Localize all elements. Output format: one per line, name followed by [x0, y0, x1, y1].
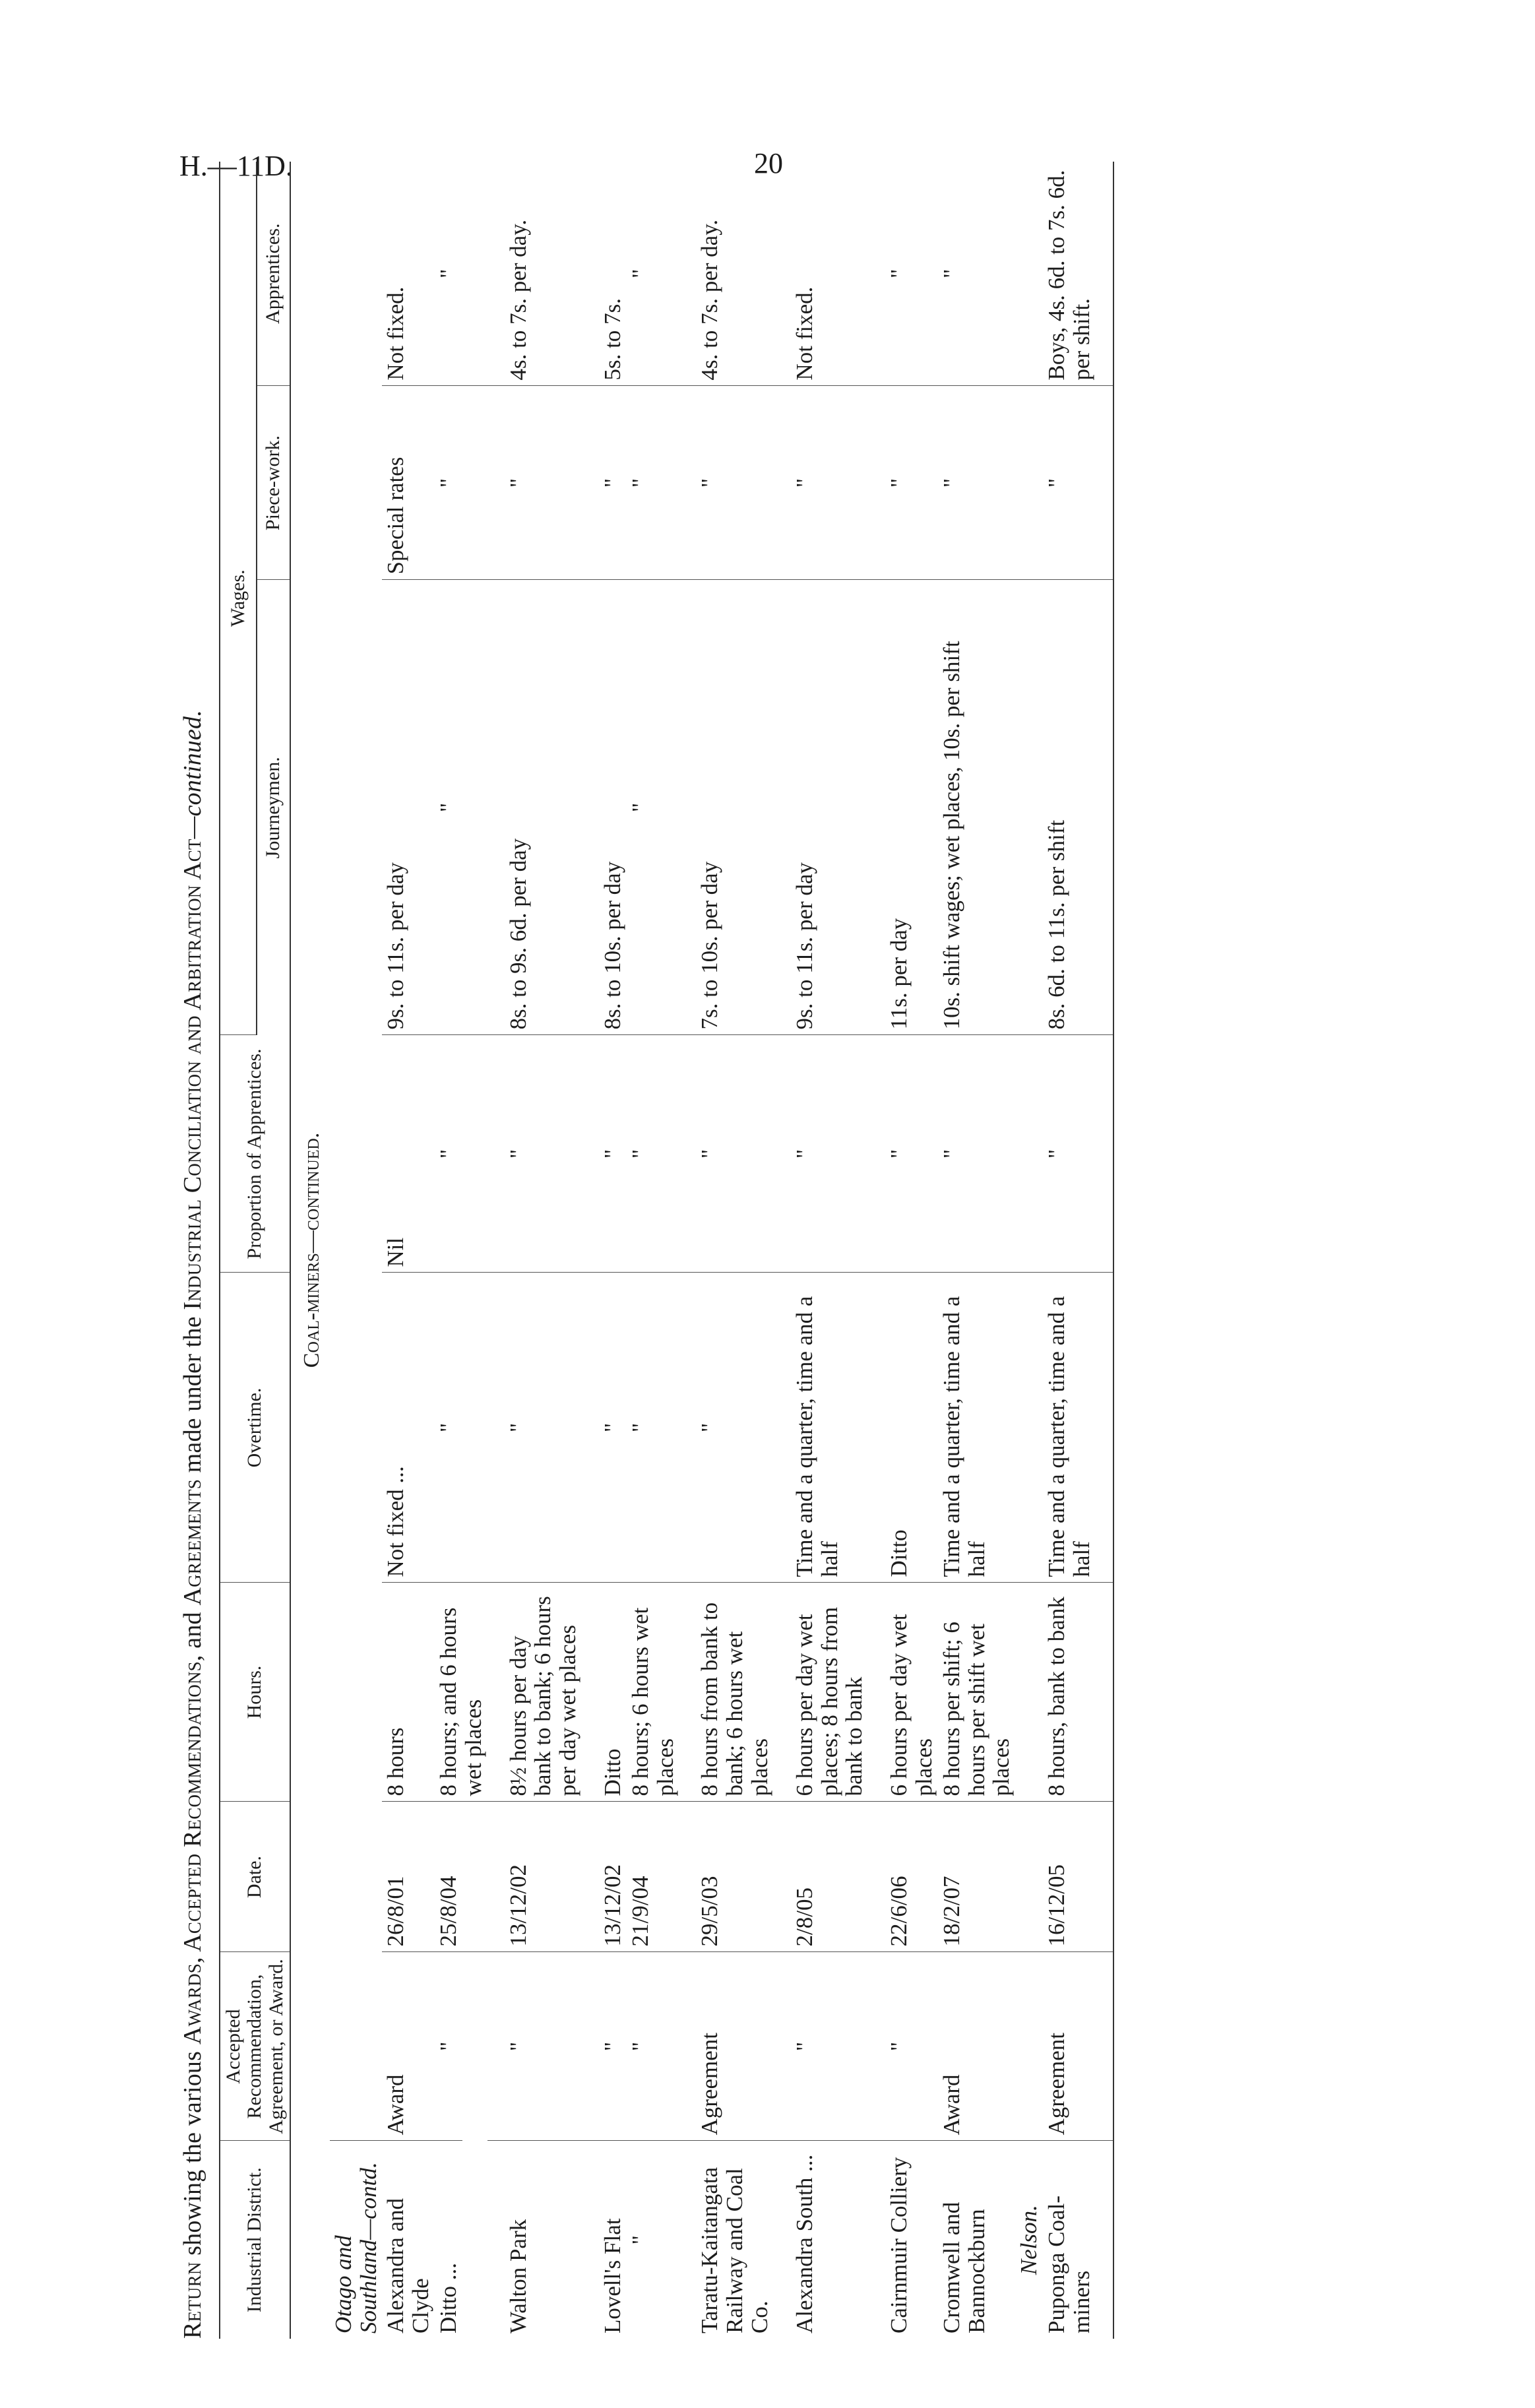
cell-journeymen: 11s. per day [885, 580, 938, 1035]
cell-journeymen: " [627, 580, 679, 1035]
cell-overtime: " [505, 1273, 582, 1583]
document-reference: H.—11D. [179, 150, 293, 182]
cell-overtime: " [435, 1273, 487, 1583]
cell-district: Cairnmuir Colliery [886, 2157, 912, 2333]
cell-date: 13/12/02 [505, 1802, 582, 1952]
cell-hours: 8 hours; 6 hours wet places [627, 1583, 679, 1802]
cell-hours: 8 hours; and 6 hours wet places [435, 1583, 487, 1802]
cell-district: Puponga Coal-miners [1044, 2195, 1094, 2333]
cell-piece: " [599, 386, 627, 580]
cell-piece: " [1043, 386, 1096, 580]
cell-district: Ditto ... [435, 2263, 462, 2333]
col-header-apprentices: Apprentices. [257, 162, 290, 386]
cell-overtime: " [696, 1273, 773, 1583]
cell-date: 22/6/06 [885, 1802, 938, 1952]
col-header-hours: Hours. [220, 1583, 290, 1802]
rotated-page-body [178, 148, 1234, 2339]
table-row [1043, 162, 1096, 2339]
cell-journeymen: " [435, 580, 487, 1035]
cell-proportion: " [938, 1035, 1015, 1273]
cell-apprentices: " [885, 162, 938, 386]
cell-proportion: " [505, 1035, 582, 1273]
cell-piece: " [696, 386, 773, 580]
cell-journeymen: 8s. 6d. to 11s. per shift [1043, 580, 1096, 1035]
cell-district: " [627, 2235, 653, 2245]
cell-proportion: " [627, 1035, 679, 1273]
col-header-type: Accepted Recommendation, Agreement, or Award. [220, 1952, 290, 2141]
col-header-wages: Wages. [220, 162, 257, 1035]
cell-proportion: Nil [382, 1035, 435, 1273]
cell-hours: 8 hours, bank to bank [1043, 1583, 1096, 1802]
region-heading: Otago and Southland—contd. [330, 2162, 381, 2333]
cell-overtime: Ditto [885, 1273, 938, 1583]
section-title: Coal-miners—continued. [299, 1132, 325, 1368]
cell-type: Award [382, 1952, 435, 2141]
cell-hours: 8 hours per shift; 6 hours per shift wet places [938, 1583, 1015, 1802]
cell-overtime: Time and a quarter, time and a half [1043, 1273, 1096, 1583]
cell-hours: 6 hours per day wet places; 8 hours from bank to bank [791, 1583, 868, 1802]
cell-piece: " [885, 386, 938, 580]
table-row [505, 162, 582, 2339]
cell-apprentices: 4s. to 7s. per day. [505, 162, 582, 386]
cell-apprentices: 4s. to 7s. per day. [696, 162, 773, 386]
col-header-district: Industrial District. [220, 2141, 290, 2339]
page-number: 20 [754, 147, 783, 179]
cell-type: Agreement [696, 1952, 773, 2141]
cell-date: 25/8/04 [435, 1802, 487, 1952]
cell-date: 26/8/01 [382, 1802, 435, 1952]
cell-journeymen: 9s. to 11s. per day [791, 580, 868, 1035]
region-heading: Nelson. [1016, 2205, 1042, 2275]
cell-hours: 8½ hours per day bank to bank; 6 hours per day wet places [505, 1583, 582, 1802]
cell-apprentices: Not fixed. [791, 162, 868, 386]
table-row [382, 162, 435, 2339]
cell-type: " [505, 1952, 582, 2141]
cell-proportion: " [696, 1035, 773, 1273]
cell-apprentices: " [435, 162, 487, 386]
awards-table [219, 162, 1114, 2339]
cell-journeymen: 7s. to 10s. per day [696, 580, 773, 1035]
cell-proportion: " [599, 1035, 627, 1273]
cell-date: 29/5/03 [696, 1802, 773, 1952]
cell-piece: " [627, 386, 679, 580]
cell-apprentices: Boys, 4s. 6d. to 7s. 6d. per shift. [1043, 162, 1096, 386]
table-row [938, 162, 1015, 2339]
col-header-proportion: Proportion of Apprentices. [220, 1035, 290, 1273]
table-row [885, 162, 938, 2339]
cell-overtime: Not fixed ... [382, 1273, 435, 1583]
cell-type: " [885, 1952, 938, 2141]
cell-district: Alexandra South ... [791, 2154, 817, 2333]
cell-date: 16/12/05 [1043, 1802, 1096, 1952]
cell-piece: " [938, 386, 1015, 580]
table-row [435, 162, 487, 2339]
caption-text-3: made under the [179, 1310, 206, 1480]
cell-proportion: " [885, 1035, 938, 1273]
cell-piece: " [435, 386, 487, 580]
cell-district: Alexandra and Clyde [383, 2198, 434, 2333]
cell-date: 21/9/04 [627, 1802, 679, 1952]
col-header-overtime: Overtime. [220, 1273, 290, 1583]
cell-journeymen: 9s. to 11s. per day [382, 580, 435, 1035]
cell-district: Taratu-Kaitangata Railway and Coal Co. [697, 2167, 773, 2333]
cell-date: 2/8/05 [791, 1802, 868, 1952]
col-header-journeymen: Journeymen. [257, 580, 290, 1035]
table-row [791, 162, 868, 2339]
cell-overtime: " [599, 1273, 627, 1583]
cell-piece: " [791, 386, 868, 580]
cell-apprentices: 5s. to 7s. [599, 162, 627, 386]
caption-awards: Awards, Accepted Recommendations, [179, 1655, 206, 2045]
table-row [599, 162, 627, 2339]
caption-text-2: and [179, 1605, 206, 1655]
cell-proportion: " [435, 1035, 487, 1273]
col-header-piece-work: Piece-work. [257, 386, 290, 580]
cell-proportion: " [1043, 1035, 1096, 1273]
cell-apprentices: Not fixed. [382, 162, 435, 386]
cell-type: " [627, 1952, 679, 2141]
cell-type: Agreement [1043, 1952, 1096, 2141]
caption-act: Industrial Conciliation and Arbitration Act [179, 839, 206, 1310]
cell-district: Cromwell and Bannockburn [938, 2202, 989, 2333]
table-caption [178, 148, 207, 2339]
table-row [627, 162, 679, 2339]
cell-hours: 8 hours [382, 1583, 435, 1802]
cell-type: " [599, 1952, 627, 2141]
table-row [696, 162, 773, 2339]
cell-piece: Special rates [382, 386, 435, 580]
cell-district: Lovell's Flat [600, 2218, 626, 2333]
cell-overtime: Time and a quarter, time and a half [938, 1273, 1015, 1583]
cell-journeymen: 10s. shift wages; wet places, 10s. per shift [938, 580, 1015, 1035]
caption-text-1: showing the various [179, 2044, 206, 2262]
cell-hours: 8 hours from bank to bank; 6 hours wet places [696, 1583, 773, 1802]
cell-apprentices: " [938, 162, 1015, 386]
col-header-date: Date. [220, 1802, 290, 1952]
cell-journeymen: 8s. to 10s. per day [599, 580, 627, 1035]
cell-overtime: " [627, 1273, 679, 1583]
cell-overtime: Time and a quarter, time and a half [791, 1273, 868, 1583]
cell-journeymen: 8s. to 9s. 6d. per day [505, 580, 582, 1035]
cell-proportion: " [791, 1035, 868, 1273]
caption-agreements: Agreements [179, 1479, 206, 1606]
cell-hours: Ditto [599, 1583, 627, 1802]
caption-prefix: Return [179, 2262, 206, 2339]
cell-hours: 6 hours per day wet places [885, 1583, 938, 1802]
cell-type: " [435, 1953, 462, 2141]
cell-piece: " [505, 386, 582, 580]
caption-suffix: —continued. [179, 710, 206, 839]
cell-type: Award [938, 1952, 1015, 2141]
cell-type: " [791, 1952, 868, 2141]
cell-district: Walton Park [505, 2219, 531, 2333]
cell-date: 13/12/02 [599, 1802, 627, 1952]
cell-apprentices: " [627, 162, 679, 386]
cell-date: 18/2/07 [938, 1802, 1015, 1952]
